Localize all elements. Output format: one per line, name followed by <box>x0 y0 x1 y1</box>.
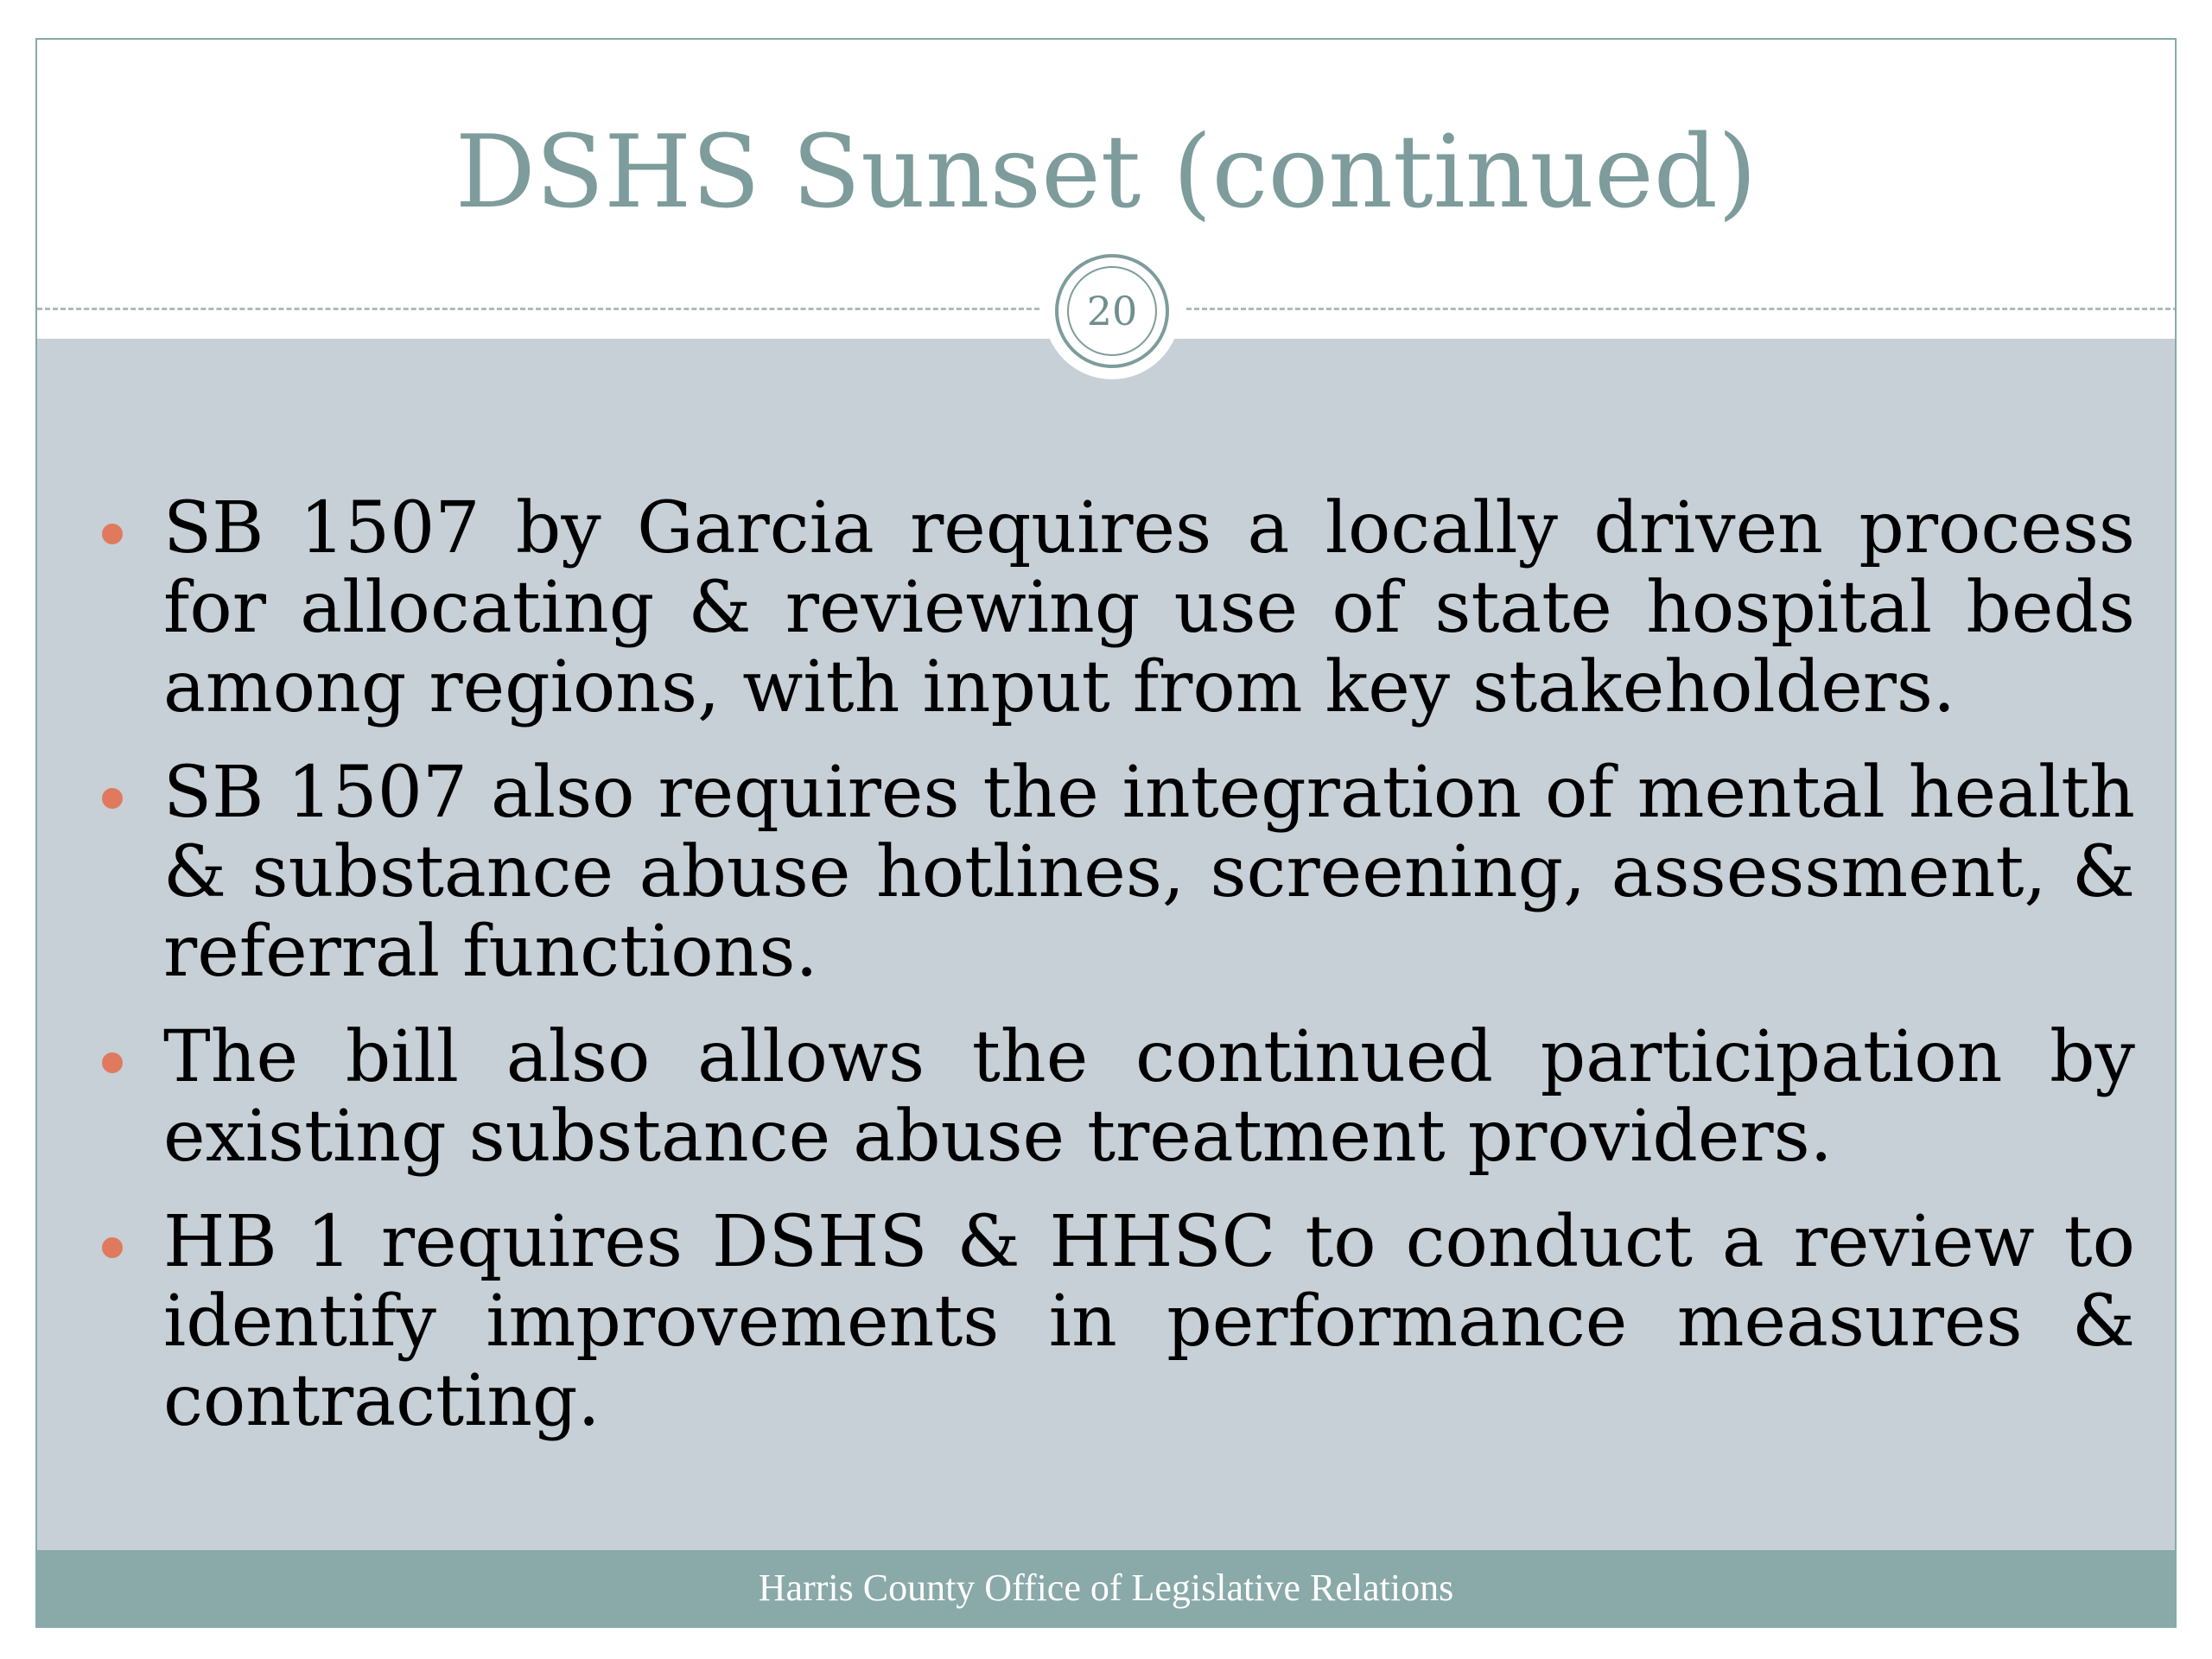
bullet-text: HB 1 requires DSHS & HHSC to conduct a review to identify improvements in performance measures & contracting. <box>163 1201 2135 1442</box>
bullet-item <box>37 1203 2175 1441</box>
bullet-list <box>37 489 2175 1467</box>
bullet-dot-icon <box>102 1052 123 1073</box>
bullet-text: SB 1507 by Garcia requires a locally driven process for allocating & reviewing use of state hospital beds among regions, with input from key stakeholders. <box>163 487 2135 728</box>
slide <box>35 38 2177 1628</box>
page-number-badge <box>1055 254 1169 368</box>
bullet-text: The bill also allows the continued participation by existing substance abuse treatment providers. <box>163 1016 2135 1178</box>
header-divider-left <box>37 308 1039 310</box>
bullet-item <box>37 489 2175 728</box>
slide-footer: Harris County Office of Legislative Relations <box>37 1550 2175 1628</box>
bullet-item <box>37 1018 2175 1177</box>
bullet-dot-icon <box>102 524 123 544</box>
bullet-dot-icon <box>102 1237 123 1258</box>
bullet-dot-icon <box>102 788 123 809</box>
bullet-item <box>37 753 2175 992</box>
page-number: 20 <box>1067 266 1157 356</box>
slide-title: DSHS Sunset (continued) <box>454 114 1758 231</box>
header-divider-right <box>1186 308 2177 310</box>
bullet-text: SB 1507 also requires the integration of mental health & substance abuse hotlines, screening, assessment, & referral functions. <box>163 752 2135 993</box>
